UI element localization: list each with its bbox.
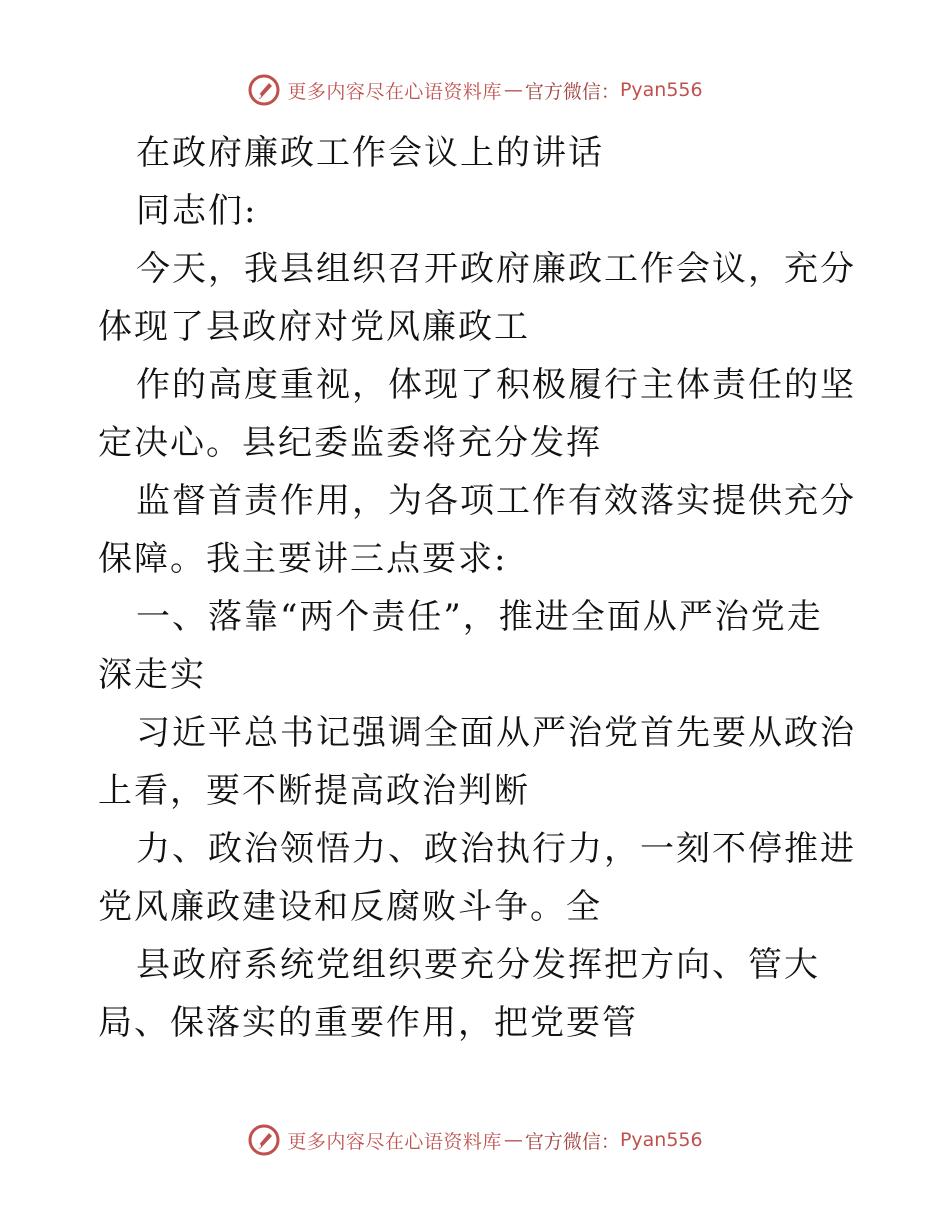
section-heading: 一、落靠“两个责任”，推进全面从严治党走深走实 — [98, 597, 823, 695]
pen-nib-logo-icon — [247, 1123, 281, 1157]
watermark-account: Pyan556 — [619, 1129, 703, 1151]
paragraph: 力、政治领悟力、政治执行力，一刻不停推进党风廉政建设和反腐败斗争。全 — [98, 829, 856, 927]
paragraph: 同志们: — [136, 191, 258, 231]
watermark-brand: 更多内容尽在心语资料库 — [287, 80, 502, 103]
watermark-brand: 更多内容尽在心语资料库 — [287, 1130, 502, 1153]
pen-nib-logo-icon — [247, 73, 281, 107]
watermark-label: 官方微信： — [524, 80, 620, 103]
paragraph: 监督首责作用，为各项工作有效落实提供充分保障。我主要讲三点要求: — [98, 481, 856, 579]
watermark-separator: — — [503, 1129, 523, 1151]
header-watermark — [0, 70, 950, 110]
paragraph: 今天，我县组织召开政府廉政工作会议，充分体现了县政府对党风廉政工 — [98, 249, 856, 347]
footer-watermark — [0, 1120, 950, 1160]
watermark-label: 官方微信： — [524, 1130, 620, 1153]
document-title: 在政府廉政工作会议上的讲话 — [136, 133, 604, 173]
watermark-account: Pyan556 — [619, 79, 703, 101]
paragraph: 习近平总书记强调全面从严治党首先要从政治上看，要不断提高政治判断 — [98, 713, 856, 811]
paragraph: 县政府系统党组织要充分发挥把方向、管大局、保落实的重要作用，把党要管 — [98, 945, 820, 1043]
paragraph: 作的高度重视，体现了积极履行主体责任的坚定决心。县纪委监委将充分发挥 — [98, 365, 856, 463]
document-body — [98, 124, 858, 1052]
watermark-separator: — — [503, 79, 523, 101]
